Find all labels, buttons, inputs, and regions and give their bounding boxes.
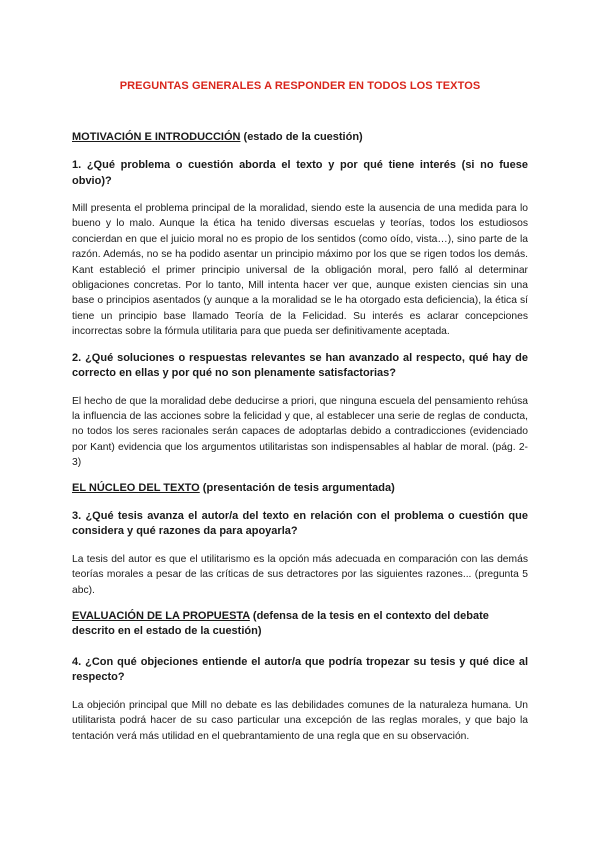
document-page xyxy=(72,80,528,755)
section-heading-main: MOTIVACIÓN E INTRODUCCIÓN xyxy=(72,131,241,143)
section-heading-main: EVALUACIÓN DE LA PROPUESTA xyxy=(72,609,250,622)
section-heading-sub: (defensa de la tesis en el contexto del debate descrito en el estado de la cuestión) xyxy=(72,609,489,638)
section-heading-evaluacion xyxy=(72,609,528,640)
answer-2: El hecho de que la moralidad debe deducirse a priori, que ninguna escuela del pensamiento rehúsa la influencia de las acciones sobre la felicidad y que, al establecer una serie de reglas de conducta, no todos los seres racionales serán capaces de adoptarlas debido a contradicciones (evidenciado por Kant) evidencia que los argumentos utilitaristas son indispensables al hablar de moral. (pág. 2-3) xyxy=(72,395,528,469)
section-heading-main: EL NÚCLEO DEL TEXTO xyxy=(72,481,200,494)
question-1: 1. ¿Qué problema o cuestión aborda el texto y por qué tiene interés (si no fuese obvio)? xyxy=(72,159,528,187)
answer-3: La tesis del autor es que el utilitarismo es la opción más adecuada en comparación con las demás teorías morales a pesar de las críticas de sus detractores por las siguientes razones... (pregunta 5 abc). xyxy=(72,553,528,596)
question-2: 2. ¿Qué soluciones o respuestas relevantes se han avanzado al respecto, qué hay de correcto en ellas y por qué no son plenamente satisfactorias? xyxy=(72,351,528,380)
answer-4: La objeción principal que Mill no debate es las debilidades comunes de la naturaleza humana. Un utilitarista podrá hacer de su caso particular una excepción de las reglas morales, y que bajo la tentación verá más utilidad en el quebrantamiento de una regla que en su observación. xyxy=(72,699,528,742)
question-4: 4. ¿Con qué objeciones entiende el autor/a que podría tropezar su tesis y qué dice al respecto? xyxy=(72,655,528,684)
question-3: 3. ¿Qué tesis avanza el autor/a del texto en relación con el problema o cuestión que considera y qué razones da para apoyarla? xyxy=(72,509,528,538)
section-heading-sub: (presentación de tesis argumentada) xyxy=(199,481,395,494)
section-heading-nucleo xyxy=(72,482,528,494)
answer-1: Mill presenta el problema principal de la moralidad, siendo este la ausencia de una medida para lo bueno y lo malo. Aunque la ética ha tenido diversas escuelas y teorías, todos los estudiosos concierdan en que el juicio moral no es propio de los sentidos (como oído, vista…), sino parte de la razón. Además, no se ha podido asentar un principio máximo por los que se rigen todos los demás. Kant estableció el primer principio universal de la obligación moral, pero falló al determinar obligaciones concretas. Por lo tanto, Mill intenta hacer ver que, aunque existen ciencias sin una base o principios asentados (y aunque a la moralidad se le ha otorgado esta deficiencia), la ética sí tiene un principio base llamado Teoría de la Felicidad. Su interés es aclarar concepciones incorrectas sobre la fórmula utilitaria para que pueda ser definitivamente aceptada. xyxy=(72,203,528,338)
section-heading-motivacion xyxy=(72,131,528,143)
document-title: PREGUNTAS GENERALES A RESPONDER EN TODOS LOS TEXTOS xyxy=(119,80,481,92)
section-heading-sub: (estado de la cuestión) xyxy=(240,131,363,143)
